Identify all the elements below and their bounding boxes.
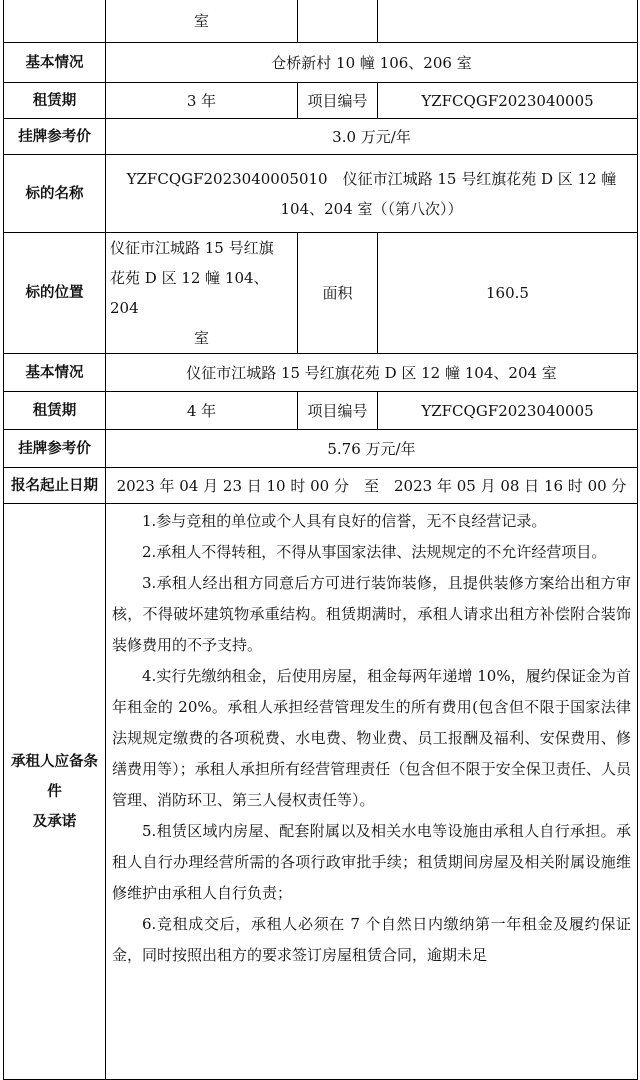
table-row: [4, 430, 638, 468]
location-line: 花苑 D 区 12 幢 104、204: [110, 269, 269, 317]
empty-cell: [298, 0, 378, 43]
lease-term-value: 3 年: [106, 83, 298, 119]
listing-table: [3, 0, 638, 1080]
condition-item: 5.租赁区域内房屋、配套附属以及相关水电等设施由承租人自行承担。承租人自行办理经营所需的各项行政审批手续；租赁期间房屋及相关附属设施维修维护由承租人自行负责；: [112, 822, 631, 902]
empty-cell: [378, 0, 638, 43]
condition-item: 1.参与竞租的单位或个人具有良好的信誉，无不良经营记录。: [142, 512, 547, 530]
target-name-label: 标的名称: [4, 155, 106, 233]
table-row: [4, 354, 638, 392]
conditions-label-line: 承租人应备条: [11, 753, 98, 770]
project-no-value: YZFCQGF2023040005: [378, 392, 638, 430]
basic-info-value: 仓桥新村 10 幢 106、206 室: [106, 43, 638, 83]
empty-cell: [4, 0, 106, 43]
registration-period-label: 报名起止日期: [4, 468, 106, 504]
target-name-line: YZFCQGF2023040005010 仪征市江城路 15 号红旗花苑 D 区 12 幢: [126, 169, 617, 188]
project-no-label: 项目编号: [298, 83, 378, 119]
location-line: 室: [193, 329, 209, 347]
table-row: [4, 119, 638, 155]
reference-price-value: 3.0 万元/年: [106, 119, 638, 155]
table-row: [4, 392, 638, 430]
target-location-value: [106, 233, 298, 354]
project-no-value: YZFCQGF2023040005: [378, 83, 638, 119]
area-label: 面积: [298, 233, 378, 354]
area-value: 160.5: [378, 233, 638, 354]
basic-info-label: 基本情况: [4, 354, 106, 392]
target-location-label: 标的位置: [4, 233, 106, 354]
table-row: [4, 83, 638, 119]
table-row: [4, 43, 638, 83]
reference-price-label: 挂牌参考价: [4, 119, 106, 155]
table-row: [4, 0, 638, 43]
table-row: [4, 155, 638, 233]
reference-price-label: 挂牌参考价: [4, 430, 106, 468]
table-row: [4, 233, 638, 354]
condition-item: 3.承租人经出租方同意后方可进行装饰装修，且提供装修方案给出租方审核，不得破坏建筑物承重结构。租赁期满时，承租人请求出租方补偿附合装饰装修费用的不予支持。: [112, 574, 631, 654]
conditions-label: [4, 504, 106, 1080]
conditions-label-line: 件: [47, 783, 62, 800]
conditions-label-line: 及承诺: [32, 813, 77, 830]
lease-term-value: 4 年: [106, 392, 298, 430]
condition-item: 4.实行先缴纳租金，后使用房屋，租金每两年递增 10%，履约保证金为首年租金的 20%。承租人承担经营管理发生的所有费用(包含但不限于国家法律法规规定缴费的各项税费、水电费、物业费、员工报酬及福利、安保费用、修缮费用等）；承租人承担所有经营管理责任（包含但不限于安全保卫责任、人员管理、消防环卫、第三人侵权责任等）。: [112, 667, 631, 809]
location-tail-cell: 室: [106, 0, 298, 43]
basic-info-label: 基本情况: [4, 43, 106, 83]
table-row: [4, 504, 638, 1080]
basic-info-value: 仪征市江城路 15 号红旗花苑 D 区 12 幢 104、204 室: [106, 354, 638, 392]
lease-term-label: 租赁期: [4, 392, 106, 430]
lease-term-label: 租赁期: [4, 83, 106, 119]
location-line: 仪征市江城路 15 号红旗: [110, 239, 274, 257]
target-name-value: [106, 155, 638, 233]
reference-price-value: 5.76 万元/年: [106, 430, 638, 468]
project-no-label: 项目编号: [298, 392, 378, 430]
target-name-line: 104、204 室（（第八次））: [280, 199, 463, 218]
condition-item: 2.承租人不得转租，不得从事国家法律、法规规定的不允许经营项目。: [142, 543, 607, 561]
registration-period-value: 2023 年 04 月 23 日 10 时 00 分 至 2023 年 05 月 08 日 16 时 00 分: [106, 468, 638, 504]
table-row: [4, 468, 638, 504]
conditions-content: [106, 504, 638, 1080]
condition-item: 6.竞租成交后，承租人必须在 7 个自然日内缴纳第一年租金及履约保证金，同时按照出租方的要求签订房屋租赁合同，逾期未足: [112, 915, 631, 964]
